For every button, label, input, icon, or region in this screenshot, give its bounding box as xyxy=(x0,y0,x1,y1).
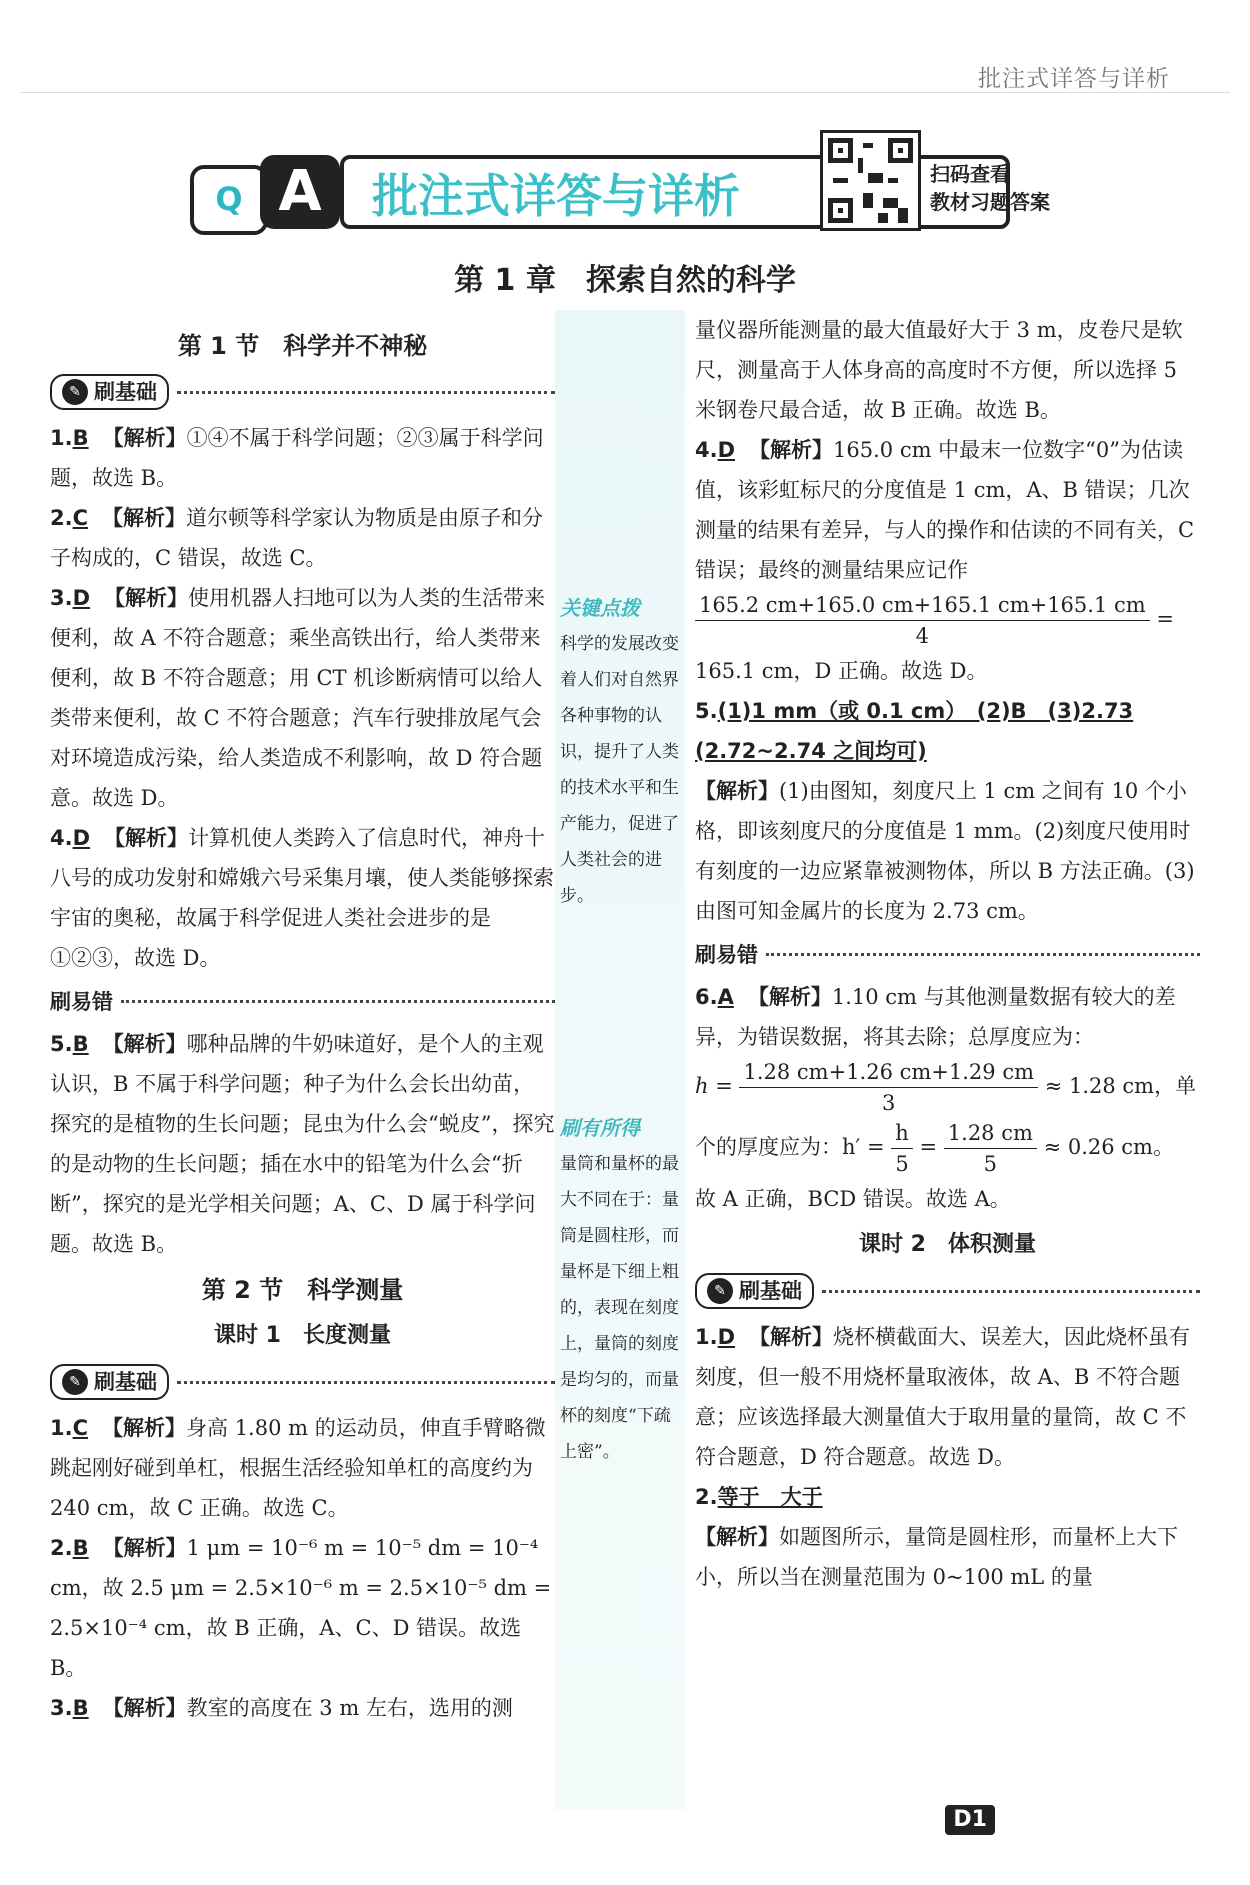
qr-caption-line2: 教材习题答案 xyxy=(930,190,1050,214)
tag-mistakes xyxy=(50,986,555,1016)
key-point-text: 科学的发展改变着人们对自然界各种事物的认识，提升了人类的技术水平和生产能力，促进了人类社会的进步。 xyxy=(560,634,679,906)
tag-label: 刷易错 xyxy=(695,943,758,967)
answer-item: 3.B 【解析】教室的高度在 3 m 左右，选用的测 xyxy=(50,1696,513,1720)
banner-title: 批注式详答与详析 xyxy=(340,155,1010,229)
answer-continuation: 量仪器所能测量的最大值最好大于 3 m，皮卷尺是软尺，测量高于人体身高的高度时不方便，所以选择 5 米钢卷尺最合适，故 B 正确。故选 B。 xyxy=(695,318,1183,422)
answer-item: 3.D 【解析】使用机器人扫地可以为人类的生活带来便利，故 A 不符合题意；乘坐高铁出行，给人类带来便利，故 B 不符合题意；用 CT 机诊断病情可以给人类带来便利，故 C 不符合题意；汽车行驶排放尾气会对环境造成污染，给人类造成不利影响，故 D 符合题意。故选 D。 xyxy=(50,586,546,810)
answer-item: 6.A 【解析】1.10 cm 与其他测量数据有较大的差异，为错误数据，将其去除；总厚度应为： h = $\frac{1.28 cm+1.26 cm+1.29 cm}{3}$ ≈ 1.28 cm，单个的厚度应为：h′ = $\frac{h}{5}$ = $\frac{1.28 cm}{5}$ ≈ 0.26 cm。 故 A 正确，BCD 错误。故选 A。 xyxy=(695,985,1197,1211)
key-point-title: 关键点拨 xyxy=(560,596,640,620)
title-banner xyxy=(190,125,1070,235)
qr-caption-line1: 扫码查看 xyxy=(930,162,1010,186)
tag-label: 刷基础 xyxy=(94,380,157,404)
takeaway-note xyxy=(560,1110,685,1470)
answer-item: 5.B 【解析】哪种品牌的牛奶味道好，是个人的主观认识，B 不属于科学问题；种子为什么会长出幼苗，探究的是植物的生长问题；昆虫为什么会“蜕皮”，探究的是动物的生长问题；插在水中的铅笔为什么会“折断”，探究的是光学相关问题；A、C、D 属于科学问题。故选 B。 xyxy=(50,1032,555,1256)
brush-icon: ✎ xyxy=(62,379,88,405)
margin-column xyxy=(555,310,685,1810)
q-bubble: Q xyxy=(190,165,268,235)
takeaway-text: 量筒和量杯的最大不同在于：量筒是圆柱形，而量杯是下细上粗的，表现在刻度上，量筒的刻度是均匀的，而量杯的刻度“下疏上密”。 xyxy=(560,1154,679,1462)
section-title: 第 2 节 科学测量 xyxy=(201,1276,404,1304)
a-bubble: A xyxy=(260,155,340,229)
page-number: D1 xyxy=(945,1805,995,1835)
brush-icon: ✎ xyxy=(62,1369,88,1395)
section-title: 第 1 节 科学并不神秘 xyxy=(177,332,428,360)
chapter-title: 第 1 章 探索自然的科学 xyxy=(454,263,796,298)
tag-mistakes xyxy=(695,939,1200,969)
fraction: $\frac{1.28 cm+1.26 cm+1.29 cm}{3}$ xyxy=(739,1057,1038,1118)
answer-item: 4.D 【解析】165.0 cm 中最末一位数字“0”为估读值，该彩虹标尺的分度值是 1 cm，A、B 错误；几次测量的结果有差异，与人的操作和估读的不同有关，C 错误；最终的测量结果应记作 $\frac{165.2 cm+165.0 cm+165.1 cm+165.1 cm}{4}$ = 165.1 cm，D 正确。故选 D。 xyxy=(695,438,1195,683)
right-column xyxy=(695,310,1200,1597)
header-title: 批注式详答与详析 xyxy=(978,66,1170,92)
fraction: $\frac{1.28 cm}{5}$ xyxy=(944,1118,1037,1179)
left-column xyxy=(50,320,555,1728)
qr-code-icon[interactable] xyxy=(820,130,921,231)
tag-label: 刷基础 xyxy=(739,1279,802,1303)
tag-basics xyxy=(695,1273,1200,1309)
qr-caption xyxy=(930,160,1050,216)
tag-label: 刷易错 xyxy=(50,990,113,1014)
tag-label: 刷基础 xyxy=(94,1370,157,1394)
fraction: $\frac{h}{5}$ xyxy=(891,1118,913,1179)
answer-item: 5.(1)1 mm（或 0.1 cm） (2)B (3)2.73 (2.72~2.74 之间均可) 【解析】(1)由图知，刻度尺上 1 cm 之间有 10 个小格，即该刻度尺的分度值是 1 mm。(2)刻度尺使用时有刻度的一边应紧靠被测物体，所以 B 方法正确。(3)由图可知金属片的长度为 2.73 cm。 xyxy=(695,699,1195,923)
lesson-title: 课时 2 体积测量 xyxy=(859,1232,1036,1257)
answer-item: 1.D 【解析】烧杯横截面大、误差大，因此烧杯虽有刻度，但一般不用烧杯量取液体，故 A、B 不符合题意；应该选择最大测量值大于取用量的量筒，故 C 不符合题意，D 符合题意。故选 D。 xyxy=(695,1325,1191,1469)
tag-basics xyxy=(50,374,555,410)
answer-item: 4.D 【解析】计算机使人类跨入了信息时代，神舟十八号的成功发射和嫦娥六号采集月壤，使人类能够探索宇宙的奥秘，故属于科学促进人类社会进步的是①②③，故选 D。 xyxy=(50,826,554,970)
lesson-title: 课时 1 长度测量 xyxy=(214,1323,391,1348)
takeaway-title: 刷有所得 xyxy=(560,1116,640,1140)
key-point-note xyxy=(560,590,685,914)
answer-item: 2.C 【解析】道尔顿等科学家认为物质是由原子和分子构成的，C 错误，故选 C。 xyxy=(50,506,544,570)
tag-basics xyxy=(50,1364,555,1400)
answer-item: 2.等于 大于 【解析】如题图所示，量筒是圆柱形，而量杯上大下小，所以当在测量范围为 0~100 mL 的量 xyxy=(695,1485,1178,1589)
header-divider xyxy=(20,92,1230,93)
answer-item: 2.B 【解析】1 μm = 10⁻⁶ m = 10⁻⁵ dm = 10⁻⁴ cm，故 2.5 μm = 2.5×10⁻⁶ m = 2.5×10⁻⁵ dm = 2.5×10⁻⁴ cm，故 B 正确，A、C、D 错误。故选 B。 xyxy=(50,1536,552,1680)
answer-item: 1.B 【解析】①④不属于科学问题；②③属于科学问题，故选 B。 xyxy=(50,426,544,490)
answer-item: 1.C 【解析】身高 1.80 m 的运动员，伸直手臂略微跳起刚好碰到单杠，根据生活经验知单杠的高度约为 240 cm，故 C 正确。故选 C。 xyxy=(50,1416,546,1520)
brush-icon: ✎ xyxy=(707,1278,733,1304)
fraction: $\frac{165.2 cm+165.0 cm+165.1 cm+165.1 cm}{4}$ xyxy=(695,590,1150,651)
